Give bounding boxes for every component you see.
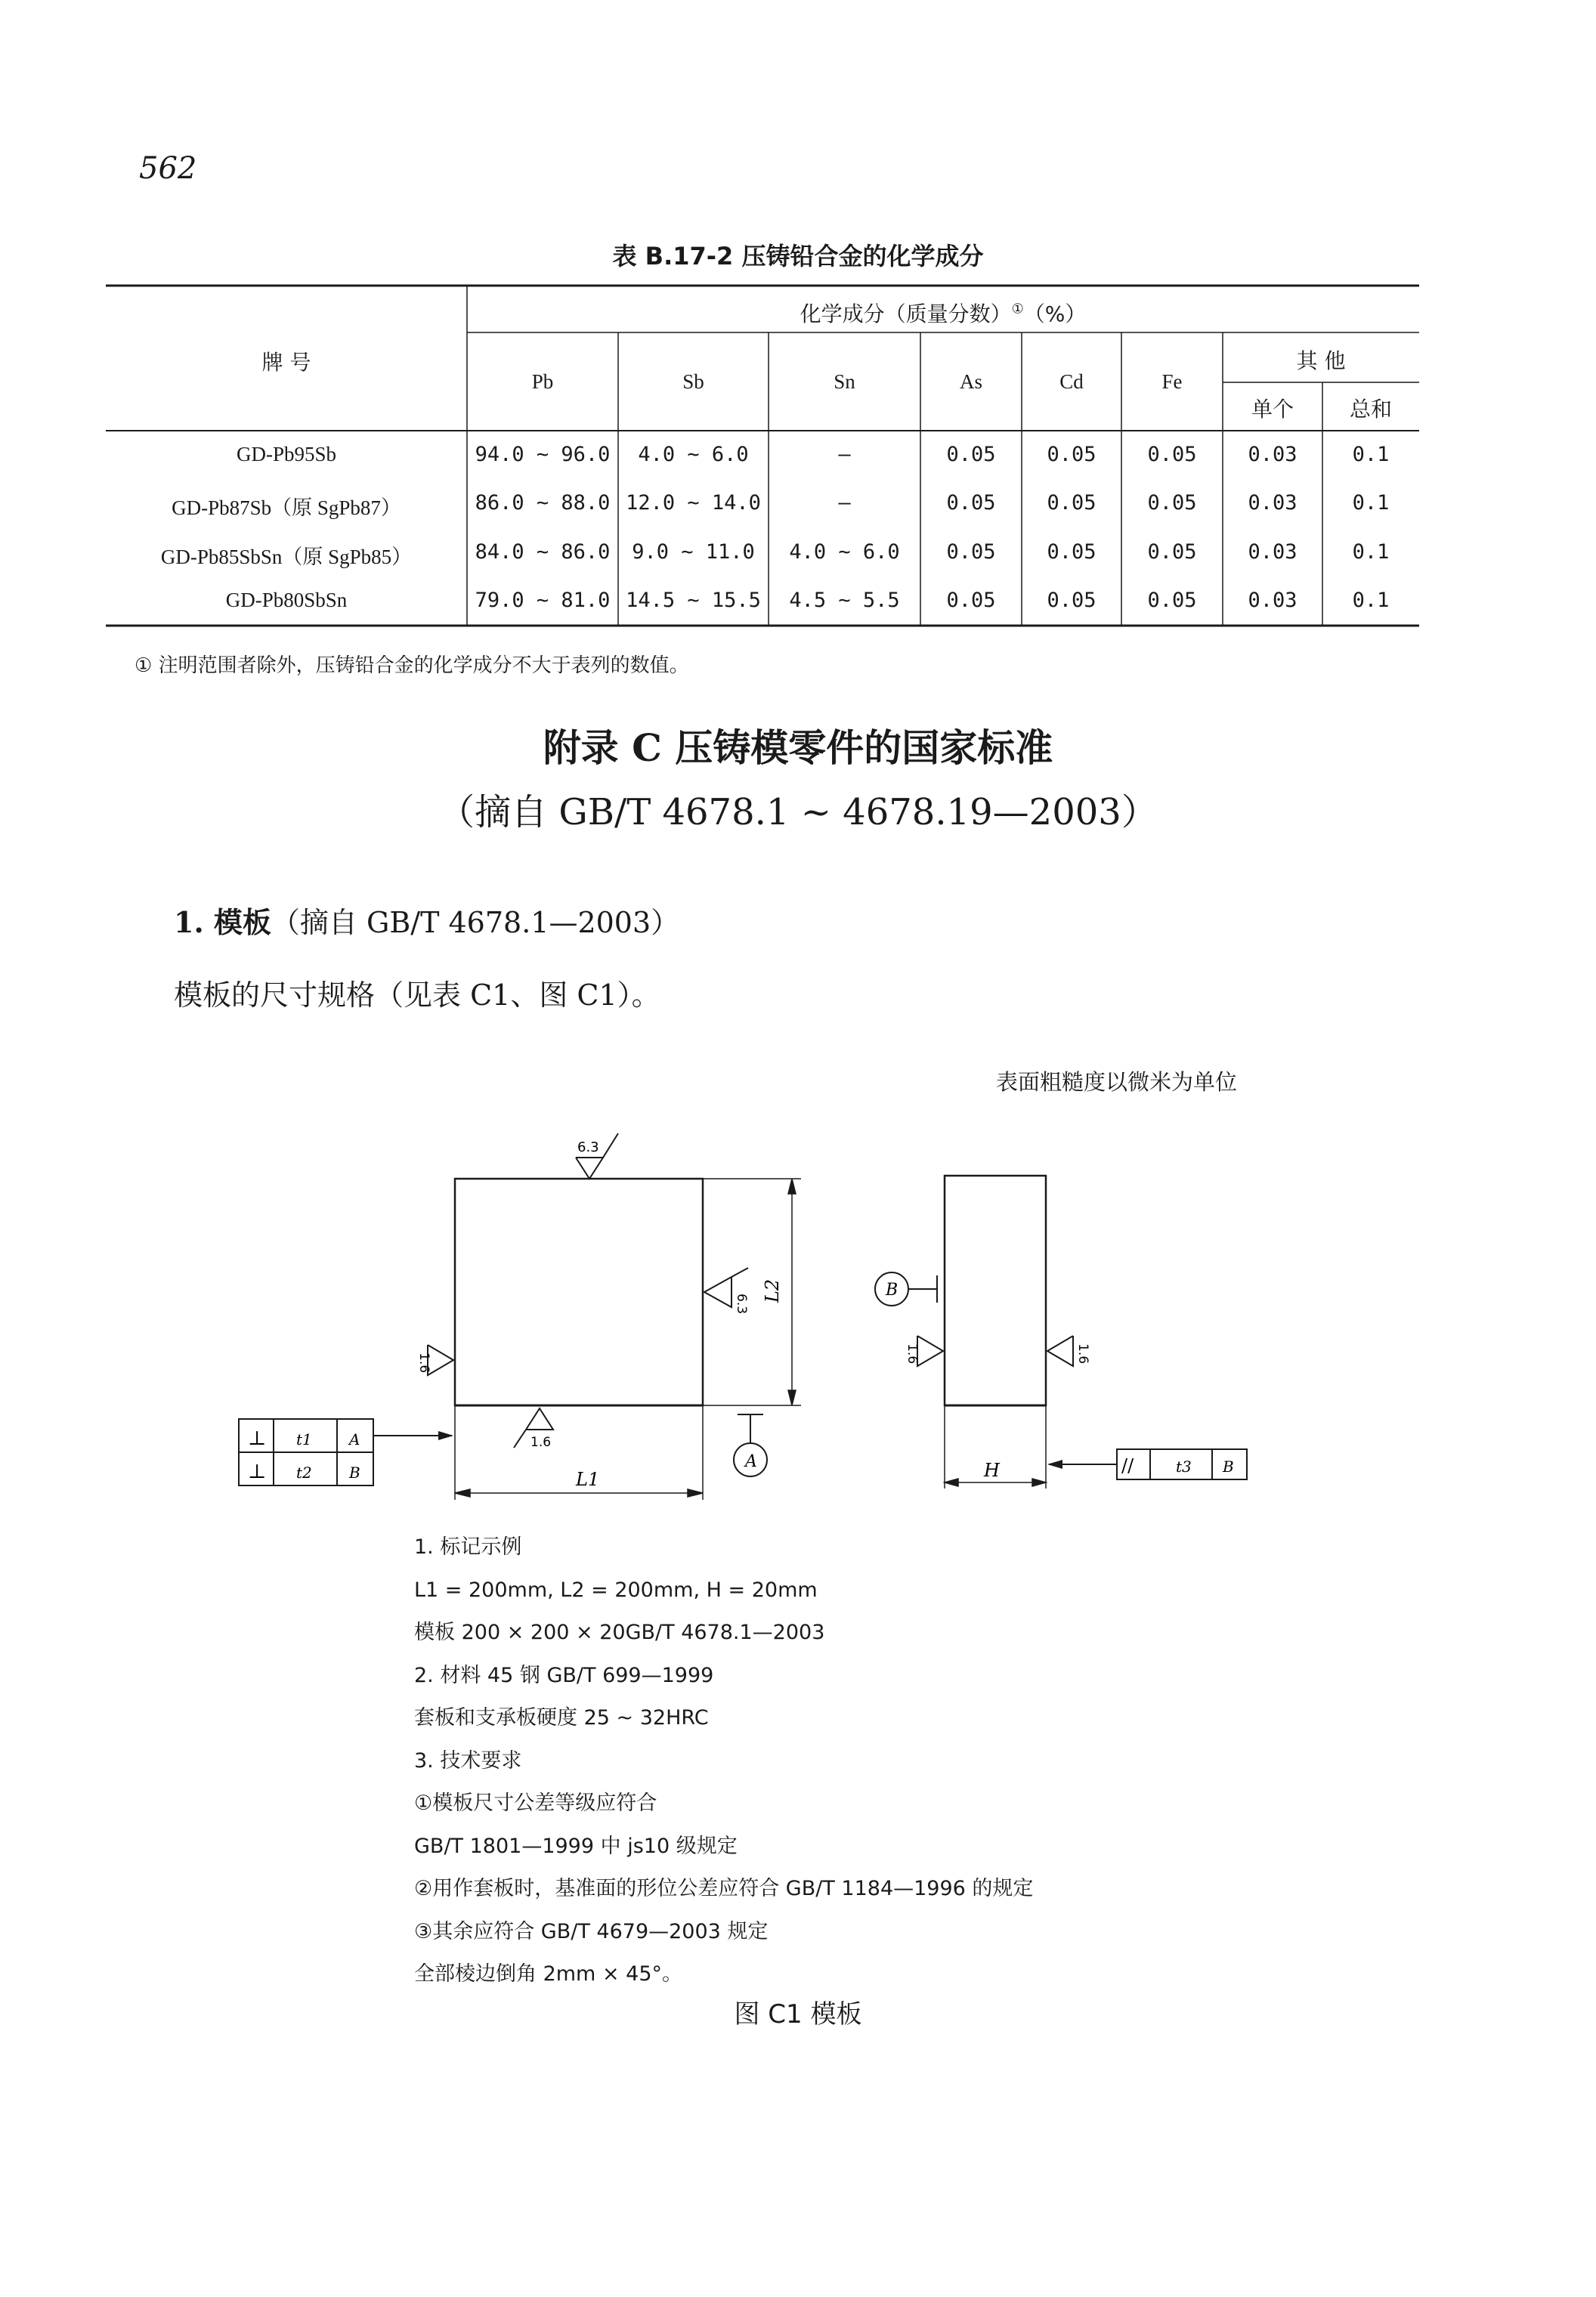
table-caption: 表 B.17-2 压铸铅合金的化学成分 bbox=[612, 242, 984, 271]
tolerance-t3: t3 bbox=[1176, 1458, 1192, 1476]
row-2-sb: 12.0 ~ 14.0 bbox=[626, 491, 761, 515]
figure-notes bbox=[414, 1526, 1033, 1996]
note-line: GB/T 1801—1999 中 js10 级规定 bbox=[414, 1834, 738, 1858]
roughness-right-value: 6.3 bbox=[734, 1294, 749, 1315]
row-1-as: 0.05 bbox=[946, 443, 996, 466]
row-2-sn: — bbox=[838, 491, 851, 515]
front-view-outline bbox=[455, 1179, 703, 1405]
row-1-cd: 0.05 bbox=[1047, 443, 1096, 466]
header-other: 其 他 bbox=[1296, 348, 1346, 373]
dimension-h-label: H bbox=[984, 1460, 1000, 1481]
row-4-as: 0.05 bbox=[946, 589, 996, 612]
appendix-title: 附录 C 压铸模零件的国家标准 bbox=[543, 725, 1053, 770]
note-line: 套板和支承板硬度 25 ~ 32HRC bbox=[414, 1706, 709, 1730]
frame-datum-b: B bbox=[349, 1464, 360, 1482]
row-1-single: 0.03 bbox=[1248, 443, 1298, 466]
note-line: L1 = 200mm, L2 = 200mm, H = 20mm bbox=[414, 1578, 818, 1602]
row-3-total: 0.1 bbox=[1352, 540, 1390, 564]
note-line: ①模板尺寸公差等级应符合 bbox=[414, 1792, 657, 1815]
row-2-total: 0.1 bbox=[1352, 491, 1390, 515]
row-2-pb: 86.0 ~ 88.0 bbox=[475, 491, 611, 515]
row-4-pb: 79.0 ~ 81.0 bbox=[475, 589, 611, 612]
perp-symbol-2: ⊥ bbox=[248, 1461, 267, 1483]
perpendicularity-frames bbox=[239, 1419, 452, 1485]
datum-b-symbol bbox=[875, 1272, 937, 1306]
parallelism-frame bbox=[1049, 1449, 1247, 1479]
note-line: 全部棱边倒角 2mm × 45°。 bbox=[414, 1962, 683, 1986]
row-3-as: 0.05 bbox=[946, 540, 996, 564]
tolerance-t2: t2 bbox=[296, 1464, 312, 1482]
row-2-as: 0.05 bbox=[946, 491, 996, 515]
dimension-l2-label: L2 bbox=[762, 1278, 783, 1303]
row-1-total: 0.1 bbox=[1352, 443, 1390, 466]
note-line: ③其余应符合 GB/T 4679—2003 规定 bbox=[414, 1919, 769, 1943]
row-1-sb: 4.0 ~ 6.0 bbox=[638, 443, 749, 466]
datum-b-label: B bbox=[886, 1281, 899, 1300]
roughness-top-value: 6.3 bbox=[577, 1139, 599, 1155]
table-footnote: ① 注明范围者除外，压铸铅合金的化学成分不大于表列的数值。 bbox=[135, 654, 689, 677]
header-unit: （%） bbox=[1023, 301, 1087, 326]
parallelism-leader-arrow bbox=[1047, 1460, 1062, 1469]
row-4-single: 0.03 bbox=[1248, 589, 1298, 612]
row-3-fe: 0.05 bbox=[1147, 540, 1197, 564]
roughness-side-right-value: 1.6 bbox=[1075, 1343, 1090, 1365]
header-other-single: 单个 bbox=[1251, 397, 1294, 422]
row-1-pb: 94.0 ~ 96.0 bbox=[475, 443, 611, 466]
section-intro: 模板的尺寸规格（见表 C1、图 C1）。 bbox=[174, 978, 660, 1012]
row-4-sb: 14.5 ~ 15.5 bbox=[626, 589, 761, 612]
note-line: ②用作套板时，基准面的形位公差应符合 GB/T 1184—1996 的规定 bbox=[414, 1877, 1034, 1900]
header-grade: 牌 号 bbox=[261, 350, 311, 375]
row-1-sn: — bbox=[838, 443, 851, 466]
note-line: 1. 标记示例 bbox=[414, 1535, 522, 1559]
row-3-grade: GD-Pb85SbSn（原 SgPb85） bbox=[160, 546, 413, 568]
header-cd: Cd bbox=[1059, 370, 1084, 393]
row-4-total: 0.1 bbox=[1352, 589, 1390, 612]
perp-symbol-1: ⊥ bbox=[248, 1427, 267, 1450]
header-sb: Sb bbox=[682, 370, 704, 393]
header-other-total: 总和 bbox=[1349, 397, 1392, 422]
header-fe: Fe bbox=[1161, 370, 1183, 393]
row-3-sb: 9.0 ~ 11.0 bbox=[632, 540, 755, 564]
roughness-bottom-value: 1.6 bbox=[530, 1435, 552, 1450]
roughness-side-left-symbol bbox=[917, 1336, 943, 1366]
row-1-grade: GD-Pb95Sb bbox=[236, 443, 337, 465]
roughness-side-left-value: 1.6 bbox=[905, 1343, 920, 1365]
section-number: 1. 模板 bbox=[174, 905, 271, 939]
header-composition-label: 化学成分（质量分数） bbox=[800, 301, 1012, 326]
header-as: As bbox=[959, 370, 982, 393]
row-4-cd: 0.05 bbox=[1047, 589, 1096, 612]
row-3-cd: 0.05 bbox=[1047, 540, 1096, 564]
roughness-note: 表面粗糙度以微米为单位 bbox=[996, 1069, 1238, 1095]
side-view-outline bbox=[945, 1176, 1046, 1405]
dimension-l1-label: L1 bbox=[576, 1469, 600, 1490]
row-4-grade: GD-Pb80SbSn bbox=[225, 589, 348, 611]
figure-caption: 图 C1 模板 bbox=[734, 1999, 862, 2030]
page-number: 562 bbox=[139, 151, 197, 186]
row-3-single: 0.03 bbox=[1248, 540, 1298, 564]
roughness-left-value: 1.6 bbox=[416, 1353, 431, 1374]
header-sn: Sn bbox=[834, 370, 855, 393]
datum-a-label: A bbox=[745, 1452, 757, 1471]
dimension-l2 bbox=[703, 1179, 801, 1405]
row-1-fe: 0.05 bbox=[1147, 443, 1197, 466]
row-2-grade: GD-Pb87Sb（原 SgPb87） bbox=[172, 496, 401, 519]
row-4-sn: 4.5 ~ 5.5 bbox=[789, 589, 900, 612]
row-3-pb: 84.0 ~ 86.0 bbox=[475, 540, 611, 564]
frame-datum-a: A bbox=[349, 1430, 360, 1448]
row-2-single: 0.03 bbox=[1248, 491, 1298, 515]
row-4-fe: 0.05 bbox=[1147, 589, 1197, 612]
parallel-symbol: // bbox=[1121, 1455, 1134, 1476]
note-line: 2. 材料 45 钢 GB/T 699—1999 bbox=[414, 1663, 714, 1687]
perpendicularity-leader-arrow bbox=[438, 1431, 453, 1440]
note-line: 模板 200 × 200 × 20GB/T 4678.1—2003 bbox=[414, 1621, 825, 1644]
parallel-datum-b: B bbox=[1223, 1458, 1234, 1476]
note-line: 3. 技术要求 bbox=[414, 1748, 522, 1773]
row-3-sn: 4.0 ~ 6.0 bbox=[789, 540, 900, 564]
roughness-side-right-symbol bbox=[1047, 1336, 1073, 1366]
header-footnote-mark: ① bbox=[1011, 301, 1024, 317]
section-source: （摘自 GB/T 4678.1—2003） bbox=[271, 906, 680, 939]
row-2-fe: 0.05 bbox=[1147, 491, 1197, 515]
header-pb: Pb bbox=[531, 370, 554, 393]
appendix-subtitle: （摘自 GB/T 4678.1 ~ 4678.19—2003） bbox=[438, 791, 1158, 833]
row-2-cd: 0.05 bbox=[1047, 491, 1096, 515]
tolerance-t1: t1 bbox=[296, 1430, 312, 1448]
